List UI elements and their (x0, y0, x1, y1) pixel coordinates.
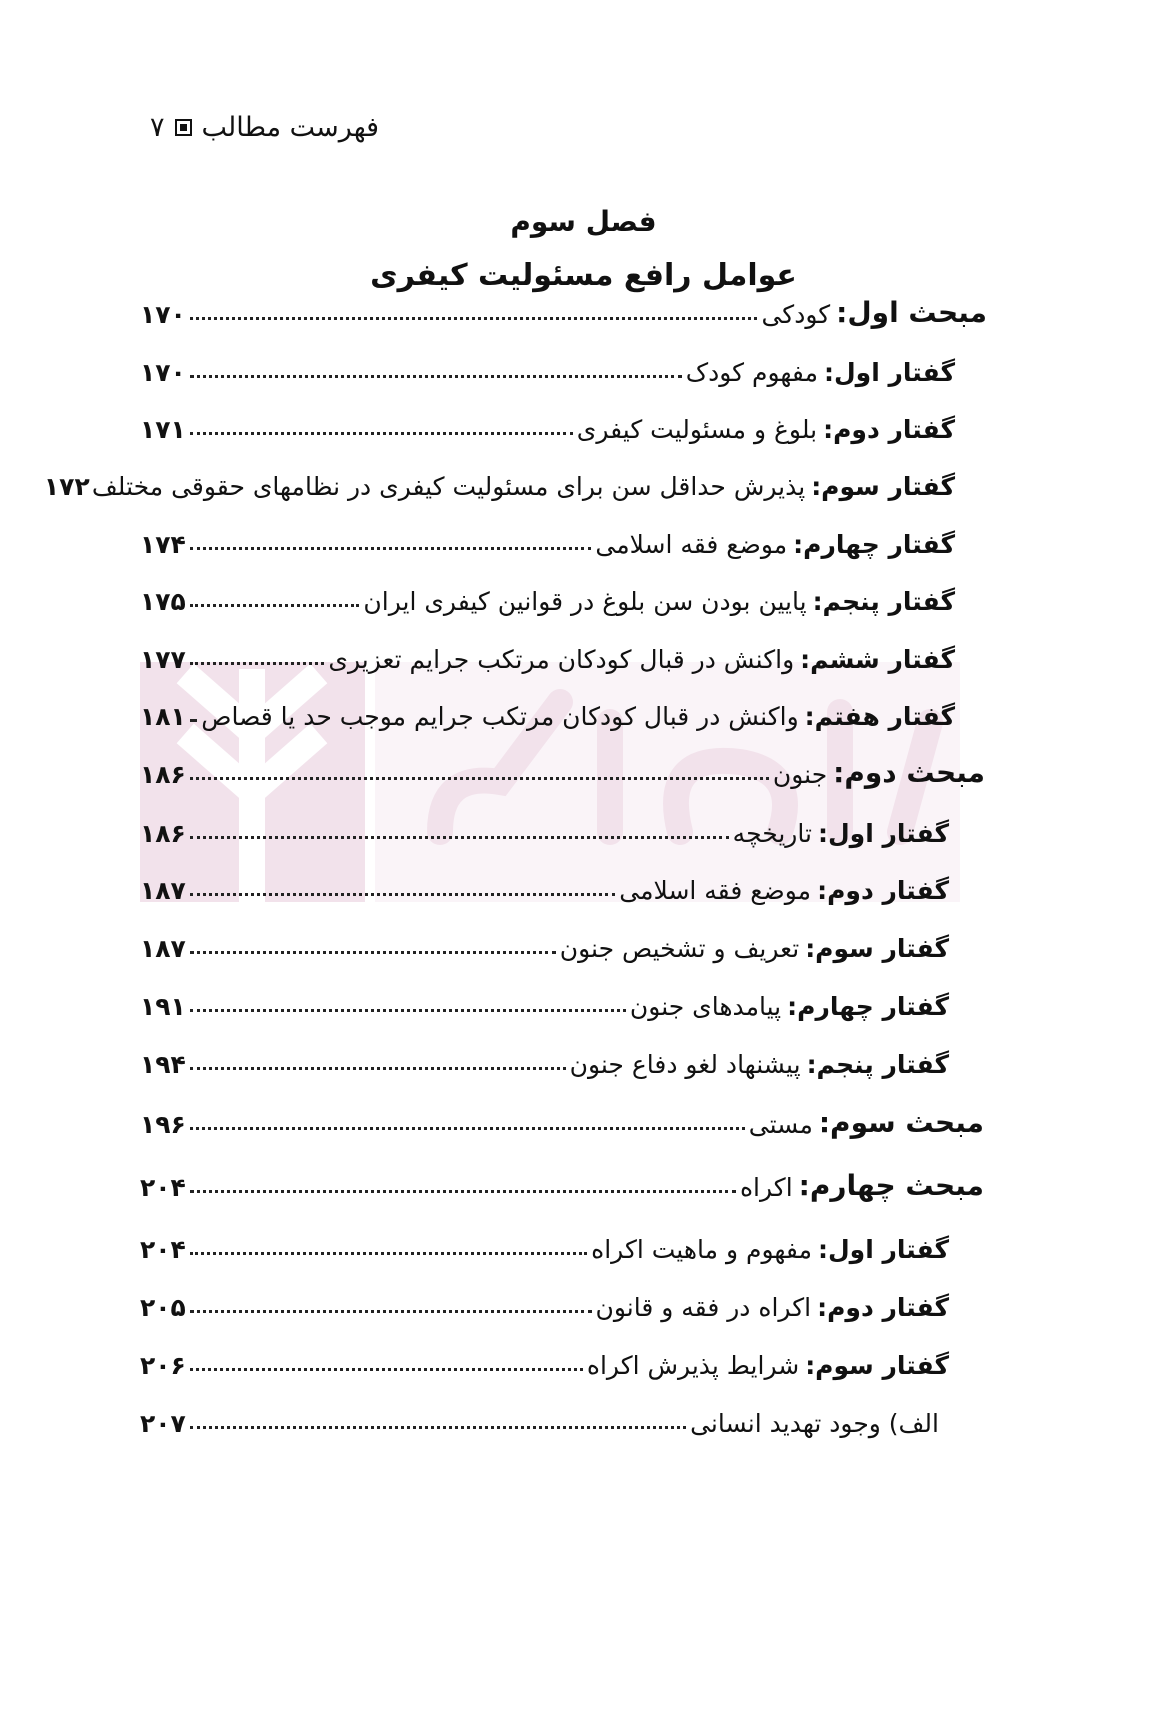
toc-entry-page: ۱۷۰ (140, 300, 186, 329)
toc-entry[interactable] (140, 981, 949, 1021)
toc-entry[interactable] (140, 1162, 984, 1202)
toc-entry-page: ۲۰۶ (140, 1351, 186, 1380)
toc-entry-label: گفتار سوم: (805, 1351, 949, 1380)
toc-entry-page: ۱۷۲ (43, 472, 90, 501)
toc-entry-page: ۱۷۵ (140, 587, 186, 616)
dot-leader (190, 317, 758, 320)
toc-entry-title: الف) وجود تهدید انسانی (690, 1409, 939, 1438)
header-page-number: ۷ (150, 112, 165, 143)
toc-entry-title: اکراه در فقه و قانون (595, 1293, 812, 1322)
toc-entry-title: واکنش در قبال کودکان مرتکب جرایم تعزیری (328, 645, 795, 674)
toc-entry-page: ۱۸۶ (140, 760, 186, 789)
dot-leader (190, 1127, 745, 1130)
toc-entry-label: گفتار دوم: (823, 415, 955, 444)
toc-entry[interactable] (140, 289, 987, 329)
toc-entry[interactable] (140, 865, 949, 905)
toc-entry-title: تعریف و تشخیص جنون (559, 934, 800, 963)
toc-entry-title: پیامدهای جنون (629, 992, 782, 1021)
dot-leader (190, 1368, 583, 1371)
dot-leader (190, 836, 729, 839)
toc-entry-page: ۱۷۰ (140, 358, 186, 387)
toc-entry-label: مبحث اول: (836, 296, 987, 329)
toc-entry-label: گفتار اول: (817, 1235, 949, 1264)
toc-entry-label: گفتار پنجم: (812, 587, 955, 616)
toc-entry[interactable] (140, 347, 955, 387)
toc-entry-title: بلوغ و مسئولیت کیفری (576, 415, 818, 444)
toc-entry-title: اکراه (739, 1173, 793, 1202)
toc-entry-page: ۲۰۴ (140, 1173, 186, 1202)
toc-entry[interactable] (140, 634, 955, 674)
toc-entry[interactable] (140, 1398, 945, 1438)
toc-entry-title: جنون (772, 760, 828, 789)
chapter-number: فصل سوم (510, 205, 657, 238)
dot-leader (190, 1426, 686, 1429)
toc-entry-page: ۱۸۶ (140, 819, 186, 848)
dot-leader (190, 777, 769, 780)
toc-entry[interactable] (140, 691, 955, 731)
toc-entry[interactable] (140, 923, 949, 963)
toc-entry-page: ۱۷۷ (140, 645, 186, 674)
toc-entry[interactable] (140, 404, 955, 444)
dot-leader (190, 951, 556, 954)
toc-entry-label: مبحث سوم: (818, 1106, 984, 1139)
toc-entry-label: گفتار دوم: (817, 876, 949, 905)
toc-entry[interactable] (140, 1340, 949, 1380)
dot-leader (190, 1252, 587, 1255)
dot-leader (190, 1190, 736, 1193)
toc-entry[interactable] (140, 1282, 949, 1322)
toc-entry-label: گفتار سوم: (811, 472, 955, 501)
header-title: فهرست مطالب (201, 112, 380, 143)
dot-leader (190, 432, 573, 435)
dot-leader (190, 375, 682, 378)
toc-entry-title: مفهوم کودک (685, 358, 818, 387)
chapter-title: عوامل رافع مسئولیت کیفری (370, 258, 797, 293)
toc-entry[interactable] (140, 519, 955, 559)
toc-entry[interactable] (140, 808, 949, 848)
dot-leader (190, 1310, 592, 1313)
toc-entry-title: مفهوم و ماهیت اکراه (591, 1235, 812, 1264)
toc-entry-label: مبحث چهارم: (798, 1169, 984, 1202)
dot-leader (190, 1009, 626, 1012)
dot-leader (190, 662, 325, 665)
toc-entry-title: پیشنهاد لغو دفاع جنون (569, 1050, 801, 1079)
toc-entry[interactable] (140, 1039, 949, 1079)
toc-entry-page: ۱۹۶ (140, 1110, 186, 1139)
toc-entry-page: ۱۸۷ (140, 934, 186, 963)
toc-entry-title: پایین بودن سن بلوغ در قوانین کیفری ایران (363, 587, 807, 616)
dot-leader (190, 547, 592, 550)
toc-entry-label: گفتار دوم: (817, 1293, 949, 1322)
toc-entry[interactable] (140, 1099, 984, 1139)
dot-leader (190, 719, 197, 722)
toc-entry-page: ۱۹۴ (140, 1050, 186, 1079)
toc-entry[interactable] (43, 461, 955, 501)
dot-leader (190, 604, 360, 607)
toc-entry-label: گفتار اول: (817, 819, 949, 848)
toc-entry-title: واکنش در قبال کودکان مرتکب جرایم موجب حد یا قصاص (201, 702, 799, 731)
dot-leader (190, 893, 616, 896)
toc-entry-page: ۲۰۷ (140, 1409, 186, 1438)
dot-leader (190, 1067, 566, 1070)
toc-entry-title: کودکی (761, 300, 831, 329)
toc-entry-label: مبحث دوم: (833, 756, 985, 789)
toc-entry-title: موضع فقه اسلامی (595, 530, 788, 559)
toc-entry-title: تاریخچه (732, 819, 812, 848)
toc-entry-page: ۱۹۱ (140, 992, 186, 1021)
toc-entry[interactable] (140, 1224, 949, 1264)
toc-entry-title: مستی (748, 1110, 813, 1139)
toc-entry-label: گفتار چهارم: (793, 530, 955, 559)
toc-entry[interactable] (140, 576, 955, 616)
toc-entry-label: گفتار سوم: (805, 934, 949, 963)
toc-entry-label: گفتار اول: (823, 358, 955, 387)
toc-entry-title: پذیرش حداقل سن برای مسئولیت کیفری در نظامهای حقوقی مختلف (91, 472, 806, 501)
toc-entry-title: شرایط پذیرش اکراه (586, 1351, 800, 1380)
toc-entry-page: ۱۸۱ (140, 702, 186, 731)
toc-entry-title: موضع فقه اسلامی (619, 876, 812, 905)
toc-entry-label: گفتار ششم: (800, 645, 955, 674)
toc-entry-page: ۲۰۴ (140, 1235, 186, 1264)
toc-entry-label: گفتار پنجم: (806, 1050, 949, 1079)
toc-entry-label: گفتار چهارم: (787, 992, 949, 1021)
toc-entry[interactable] (140, 749, 985, 789)
toc-entry-page: ۱۷۱ (140, 415, 186, 444)
toc-entry-page: ۱۷۴ (140, 530, 186, 559)
toc-entry-page: ۱۸۷ (140, 876, 186, 905)
toc-entry-page: ۲۰۵ (140, 1293, 186, 1322)
toc-entry-label: گفتار هفتم: (804, 702, 955, 731)
